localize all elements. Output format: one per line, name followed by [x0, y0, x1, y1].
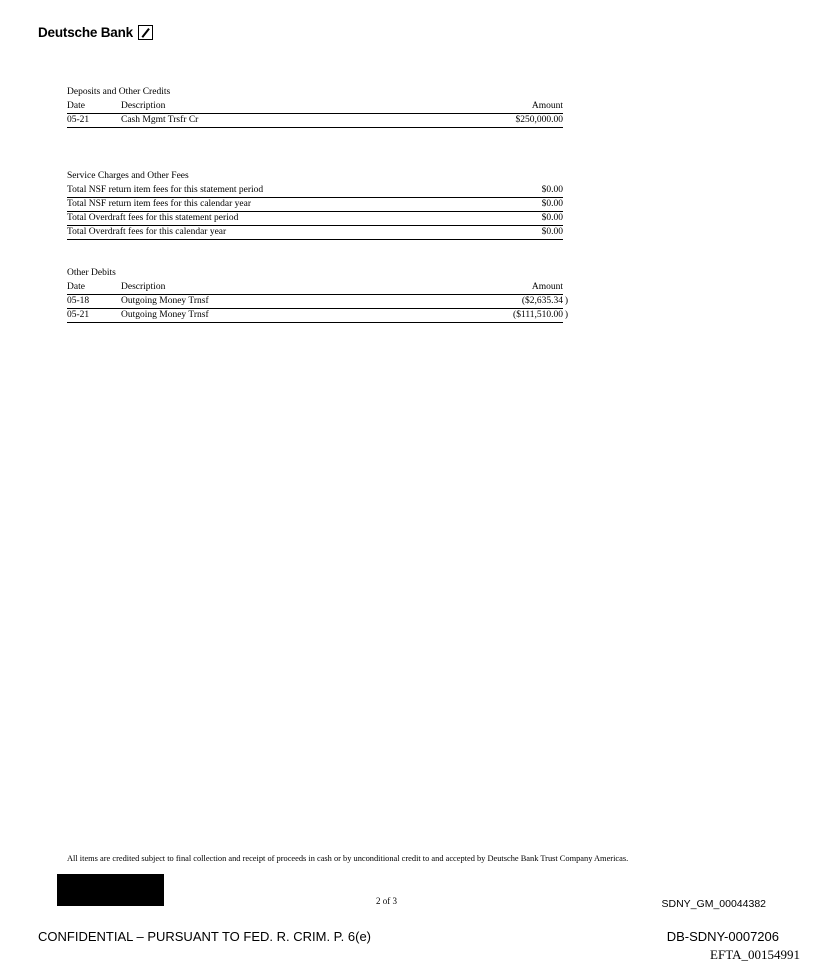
table-row	[67, 310, 568, 323]
deposits-title: Deposits and Other Credits	[67, 87, 171, 97]
table-row	[67, 185, 563, 198]
debits-title: Other Debits	[67, 268, 116, 278]
date-header: Date	[67, 282, 85, 292]
fee-amount: $0.00	[541, 199, 563, 209]
description-header: Description	[121, 282, 166, 292]
amount-header: Amount	[531, 282, 563, 292]
row-date: 05-21	[67, 310, 90, 320]
row-amount-close-paren: )	[564, 296, 568, 306]
fee-amount: $0.00	[541, 185, 563, 195]
row-date: 05-18	[67, 296, 90, 306]
table-row	[67, 227, 563, 240]
deposits-header-row	[67, 101, 563, 114]
fee-label: Total Overdraft fees for this statement period	[67, 213, 239, 223]
table-row	[67, 296, 568, 309]
row-description: Outgoing Money Trnsf	[121, 296, 209, 306]
row-amount-close-paren: )	[564, 310, 568, 320]
fee-amount: $0.00	[541, 227, 563, 237]
fees-title: Service Charges and Other Fees	[67, 171, 189, 181]
row-date: 05-21	[67, 115, 90, 125]
sdny-bates-number: SDNY_GM_00044382	[661, 898, 766, 910]
collection-disclaimer: All items are credited subject to final collection and receipt of proceeds in cash or by unconditional credit to and accepted by Deutsche Bank Trust Company Americas.	[67, 854, 629, 863]
bank-name: Deutsche Bank	[38, 25, 133, 40]
table-row	[67, 199, 563, 212]
efta-number: EFTA_00154991	[710, 947, 800, 962]
amount-header: Amount	[531, 101, 563, 111]
page-number: 2 of 3	[376, 896, 397, 906]
confidential-notice: CONFIDENTIAL – PURSUANT TO FED. R. CRIM. P. 6(e)	[38, 929, 372, 944]
table-row	[67, 115, 563, 128]
deposits-section	[67, 88, 563, 128]
slash-square-logo-icon	[138, 25, 153, 40]
bank-logo	[38, 25, 153, 40]
redaction-box	[57, 874, 164, 906]
fee-label: Total Overdraft fees for this calendar year	[67, 227, 227, 237]
date-header: Date	[67, 101, 85, 111]
row-amount: $250,000.00	[515, 115, 563, 125]
fee-amount: $0.00	[541, 213, 563, 223]
db-bates-number: DB-SDNY-0007206	[666, 929, 779, 944]
fees-section	[67, 172, 563, 240]
row-description: Cash Mgmt Trsfr Cr	[121, 115, 199, 125]
row-amount: ($111,510.00	[513, 310, 563, 320]
table-row	[67, 213, 563, 226]
debits-section	[67, 268, 568, 323]
row-amount: ($2,635.34	[521, 296, 563, 306]
description-header: Description	[121, 101, 166, 111]
row-description: Outgoing Money Trnsf	[121, 310, 209, 320]
fee-label: Total NSF return item fees for this calendar year	[67, 199, 251, 209]
fee-label: Total NSF return item fees for this statement period	[67, 185, 264, 195]
debits-header-row	[67, 282, 563, 295]
